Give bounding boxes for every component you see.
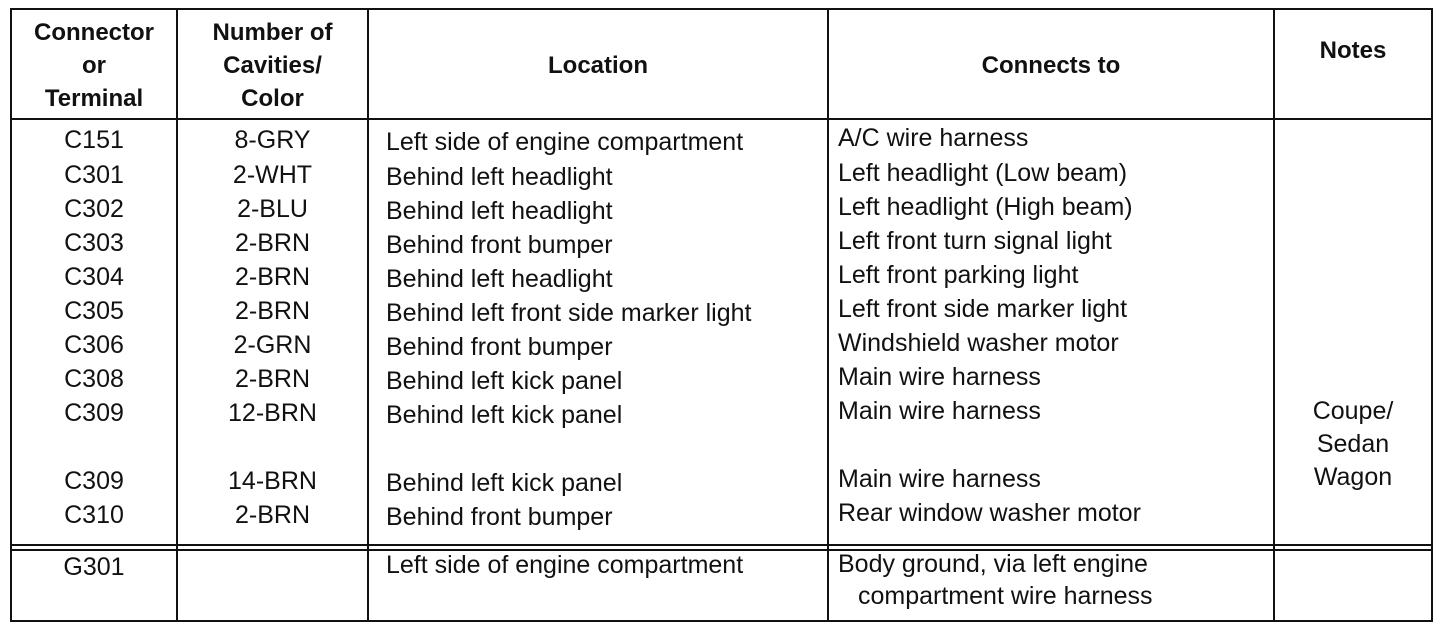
cell-connects-to: Main wire harness [838, 363, 1041, 391]
cell-connector: C301 [64, 161, 124, 189]
cell-cavities: 8-GRY [234, 126, 311, 154]
cell-cavities: 2-BRN [234, 365, 310, 393]
cell-connector: C303 [64, 229, 124, 257]
cell-connects-to: Left front side marker light [838, 295, 1128, 323]
cell-connects-to: A/C wire harness [838, 124, 1029, 152]
cell-connects-to: Left front turn signal light [838, 227, 1112, 255]
cell-connects-to: Main wire harness [838, 465, 1041, 493]
cell-connects-to: Left headlight (Low beam) [838, 159, 1128, 187]
connector-table [10, 8, 1433, 622]
cell-location: Behind left headlight [386, 197, 613, 225]
cell-connector: C151 [64, 126, 124, 154]
ground-connector: G301 [63, 553, 125, 581]
section-divider [12, 544, 1431, 546]
cell-connects-to: Windshield washer motor [838, 329, 1119, 357]
cell-connector: C305 [64, 297, 124, 325]
cell-connector: C309 [64, 467, 124, 495]
cell-cavities: 2-WHT [232, 161, 313, 189]
cell-connects-to: Left front parking light [838, 261, 1079, 289]
cell-cavities: 2-BRN [234, 229, 310, 257]
cell-cavities: 2-BRN [234, 263, 310, 291]
cell-location: Behind left kick panel [386, 469, 623, 497]
cell-location: Behind front bumper [386, 333, 613, 361]
cell-connects-to: Rear window washer motor [838, 499, 1141, 527]
cell-connector: C309 [64, 399, 124, 427]
header-connects-to: Connects to [981, 51, 1121, 79]
cell-connector: C308 [64, 365, 124, 393]
cell-connector: C310 [64, 501, 124, 529]
cell-cavities: 2-BLU [237, 195, 308, 223]
cell-location: Behind left headlight [386, 265, 613, 293]
cell-connector: C306 [64, 331, 124, 359]
cell-location: Behind front bumper [386, 503, 613, 531]
cell-location: Behind left kick panel [386, 401, 623, 429]
cell-cavities: 2-BRN [234, 501, 310, 529]
cell-connects-to: Main wire harness [838, 397, 1041, 425]
cell-location: Behind left front side marker light [386, 299, 752, 327]
header-cavities: Number of Cavities/ Color [212, 18, 333, 112]
ground-location: Left side of engine compartment [386, 551, 744, 579]
cell-location: Behind left kick panel [386, 367, 623, 395]
cell-connects-to: Left headlight (High beam) [838, 193, 1133, 221]
cell-location: Left side of engine compartment [386, 128, 744, 156]
cell-cavities: 2-BRN [234, 297, 310, 325]
cell-location: Behind front bumper [386, 231, 613, 259]
notes-cell: Coupe/ Sedan Wagon [1312, 397, 1394, 491]
header-location: Location [548, 51, 648, 79]
header-notes: Notes [1319, 37, 1387, 64]
ground-connects-line1: Body ground, via left engine [838, 550, 1148, 578]
ground-connects-line2: compartment wire harness [858, 582, 1153, 610]
cell-connector: C302 [64, 195, 124, 223]
cell-connector: C304 [64, 263, 124, 291]
header-connector: Connector or Terminal [34, 18, 154, 112]
cell-location: Behind left headlight [386, 163, 613, 191]
cell-cavities: 12-BRN [228, 399, 317, 427]
cell-cavities: 14-BRN [228, 467, 317, 495]
cell-cavities: 2-GRN [233, 331, 312, 359]
